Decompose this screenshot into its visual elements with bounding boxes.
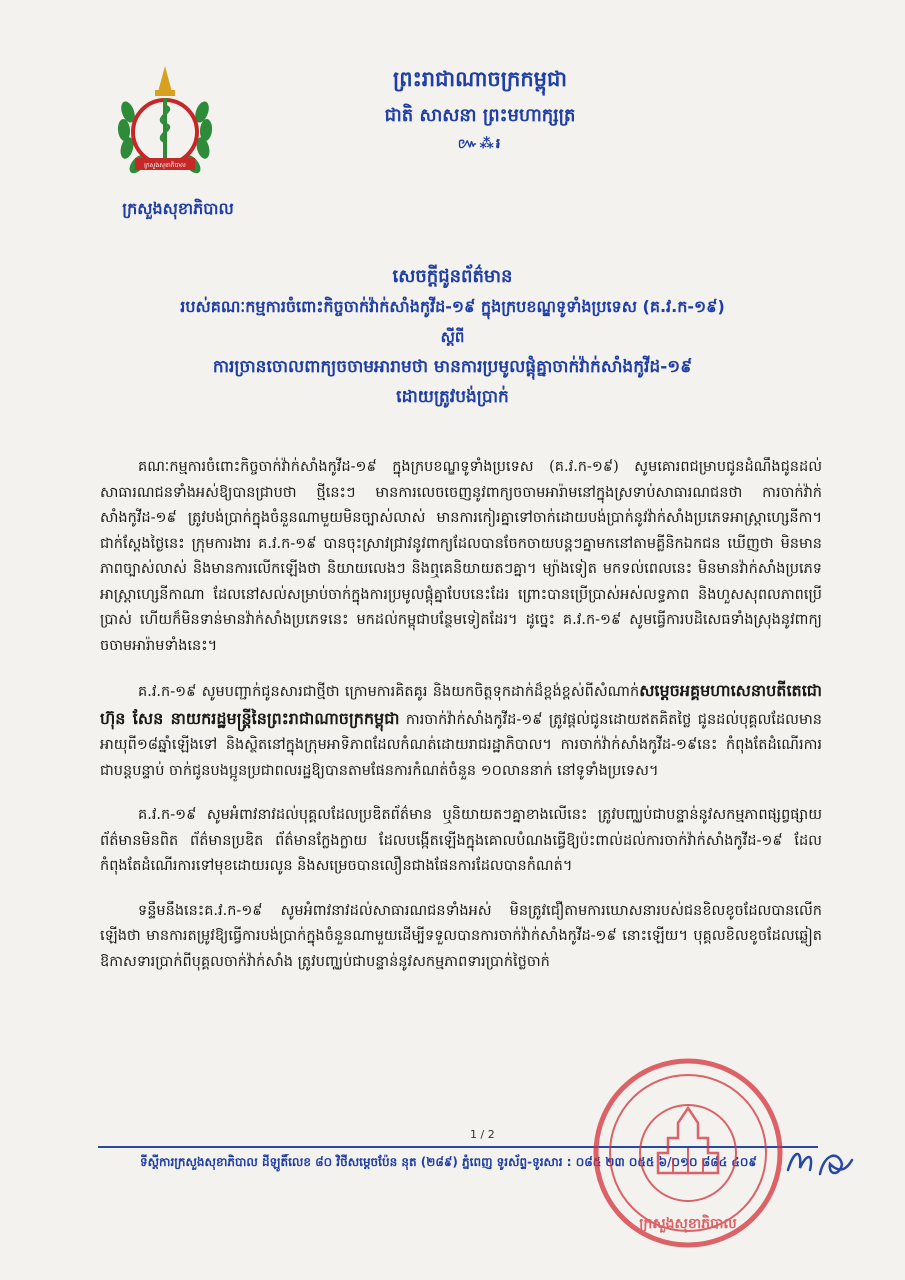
signature-icon — [780, 1130, 860, 1190]
paragraph-2 — [100, 678, 822, 784]
title-committee: របស់គណៈកម្មការចំពោះកិច្ចចាក់វ៉ាក់សាំងកូវីដ-១៩ ក្នុងក្របខណ្ឌទូទាំងប្រទេស (គ.វ.ក-១៩) — [180, 297, 725, 316]
title-press-release: សេចក្ដីជូនព័ត៌មាន — [392, 266, 513, 287]
national-motto: ជាតិ សាសនា ព្រះមហាក្សត្រ — [384, 105, 576, 126]
ministry-logo — [110, 62, 220, 192]
kingdom-header — [330, 66, 630, 155]
ministry-name: ក្រសួងសុខាភិបាល — [122, 199, 234, 218]
paragraph-3: គ.វ.ក-១៩ សូមអំពាវនាវដល់បុគ្គលដែលប្រឌិតព័ត៌មាន ឬនិយាយតៗគ្នាខាងលើនេះ ត្រូវបញ្ឈប់ជាបន្ទាន់នូវសកម្មភាពផ្សព្វផ្សាយព័ត៌មានមិនពិត ព័ត៌មានប្រឌិត ព័ត៌មានក្លែងក្លាយ ដែលបង្កើតឡើងក្នុងគោលបំណងធ្វើឱ្យប៉ះពាល់ដល់ការចាក់វ៉ាក់សាំងកូវីដ-១៩ ដែលកំពុងតែដំណើរការទៅមុខដោយរលូន និងសម្រេចបានលឿនជាងផែនការដែលបានកំណត់។ — [100, 807, 822, 874]
logo-ribbon-text: ក្រសួងសុខាភិបាល — [144, 162, 186, 169]
title-subject-cont: ដោយត្រូវបង់ប្រាក់ — [396, 387, 509, 407]
document-title-block — [60, 262, 845, 412]
paragraph-1: គណៈកម្មការចំពោះកិច្ចចាក់វ៉ាក់សាំងកូវីដ-១៩ ក្នុងក្របខណ្ឌទូទាំងប្រទេស (គ.វ.ក-១៩) សូមគោរពជម្រាបជូនដំណឹងជូនដល់សាធារណជនទាំងអស់ឱ្យបានជ្រាបថា ថ្មីនេះៗ មានការលេចចេញនូវពាក្យចចាមអារ៉ាមនៅក្នុងស្រទាប់សាធារណជនថា ការចាក់វ៉ាក់សាំងកូវីដ-១៩ ត្រូវបង់ប្រាក់ក្នុងចំនួនណាមួយមិនច្បាស់លាស់ មានការកៀរគ្នាទៅចាក់ដោយបង់ប្រាក់នូវវ៉ាក់សាំងប្រភេទអាស្ត្រាហ្សេនីកា។ ជាក់ស្ដែងថ្ងៃនេះ ក្រុមការងារ គ.វ.ក-១៩ បានចុះស្រាវជ្រាវនូវពាក្យដែលបានចែកចាយបន្តៗគ្នាមកនៅតាមគ្លីនិកឯកជន ឃើញថា មិនមានភាពច្បាស់លាស់ និងមានការលើកឡើងថា និយាយលេងៗ និងឮគេនិយាយតៗគ្នា។ ម្យ៉ាងទៀត មកទល់ពេលនេះ មិនមានវ៉ាក់សាំងប្រភេទអាស្ត្រាហ្សេនីកាណា ដែលនៅសល់សម្រាប់ចាក់ក្នុងការប្រមូលផ្ដុំគ្នាបែបនេះដែរ ព្រោះបានប្រើប្រាស់អស់លទ្ធភាព និងហួសសុពលភាពប្រើប្រាស់ ហើយក៏មិនទាន់មានវ៉ាក់សាំងប្រភេទនេះ មកដល់កម្ពុជាបន្ថែមទៀតដែរ។ ដូច្នេះ គ.វ.ក-១៩ សូមធ្វើការបដិសេធទាំងស្រុងនូវពាក្យចចាមអារ៉ាមទាំងនេះ។ — [100, 459, 822, 654]
paragraph-4: ទន្ទឹមនឹងនេះគ.វ.ក-១៩ សូមអំពាវនាវដល់សាធារណជនទាំងអស់ មិនត្រូវជឿតាមការឃោសនារបស់ជនខិលខូចដែលបានលើកឡើងថា មានការតម្រូវឱ្យធ្វើការបង់ប្រាក់ក្នុងចំនួនណាមួយដើម្បីទទួលបានការចាក់វ៉ាក់សាំងកូវីដ-១៩ នោះឡើយ។ បុគ្គលខិលខូចដែលឆ្លៀតឱកាសទារប្រាក់ពីបុគ្គលចាក់វ៉ាក់សាំង ត្រូវបញ្ឈប់ជាបន្ទាន់នូវសកម្មភាពទារប្រាក់ថ្លៃចាក់ — [100, 902, 822, 970]
title-regarding: ស្ដីពី — [440, 328, 465, 346]
page-number: 1 / 2 — [470, 1128, 495, 1141]
ornament-divider: ៚⁂៛ — [457, 136, 503, 152]
document-body — [100, 455, 822, 994]
footer-address: ទីស្ដីការក្រសួងសុខាភិបាល ដីឡូតិ៍លេខ ៨០ វិថីសម្ដេចប៉ែន នុត (២៨៩) ភ្នំពេញ ទូរស័ព្ទ-ទូរសារ : ០៨៥ ២៣ ០៥៥ ៦/០១០ ៨៨៤ ៤០៩ — [140, 1155, 757, 1169]
title-subject: ការច្រានចោលពាក្យចចាមអារាមថា មានការប្រមូលផ្ដុំគ្នាចាក់វ៉ាក់សាំងកូវីដ-១៩ — [212, 357, 693, 377]
pm-name-emphasis: សម្ដេចអគ្គមហាសេនាបតីតេជោ ហ៊ុន សែន នាយករដ្ឋមន្ត្រីនៃព្រះរាជាណាចក្រកម្ពុជា — [100, 681, 822, 728]
kingdom-name: ព្រះរាជាណាចក្រកម្ពុជា — [392, 67, 567, 91]
official-seal-icon — [588, 1048, 788, 1258]
seal-text: ក្រសួងសុខាភិបាល — [639, 1216, 737, 1232]
paragraph-2-end: ការចាក់វ៉ាក់សាំងកូវីដ-១៩ ត្រូវផ្ដល់ជូនដោយឥតគិតថ្លៃ ជូនដល់បុគ្គលដែលមានអាយុពី១៨ឆ្នាំឡើងទៅ និងស្ថិតនៅក្នុងក្រុមអាទិភាពដែលកំណត់ដោយរាជរដ្ឋាភិបាល។ ការចាក់វ៉ាក់សាំងកូវីដ-១៩នេះ កំពុងតែដំណើរការជាបន្តបន្ទាប់ ចាក់ជូនបងប្អូនប្រជាពលរដ្ឋឱ្យបានតាមផែនការកំណត់ចំនួន ១០លាននាក់ នៅទូទាំងប្រទេស។ — [100, 711, 823, 779]
paragraph-2-start: គ.វ.ក-១៩ សូមបញ្ជាក់ជូនសារជាថ្មីថា ក្រោមការគិតគូរ និងយកចិត្តទុកដាក់ដ៏ខ្ពង់ខ្ពស់ពីសំណាក់ — [138, 684, 640, 700]
